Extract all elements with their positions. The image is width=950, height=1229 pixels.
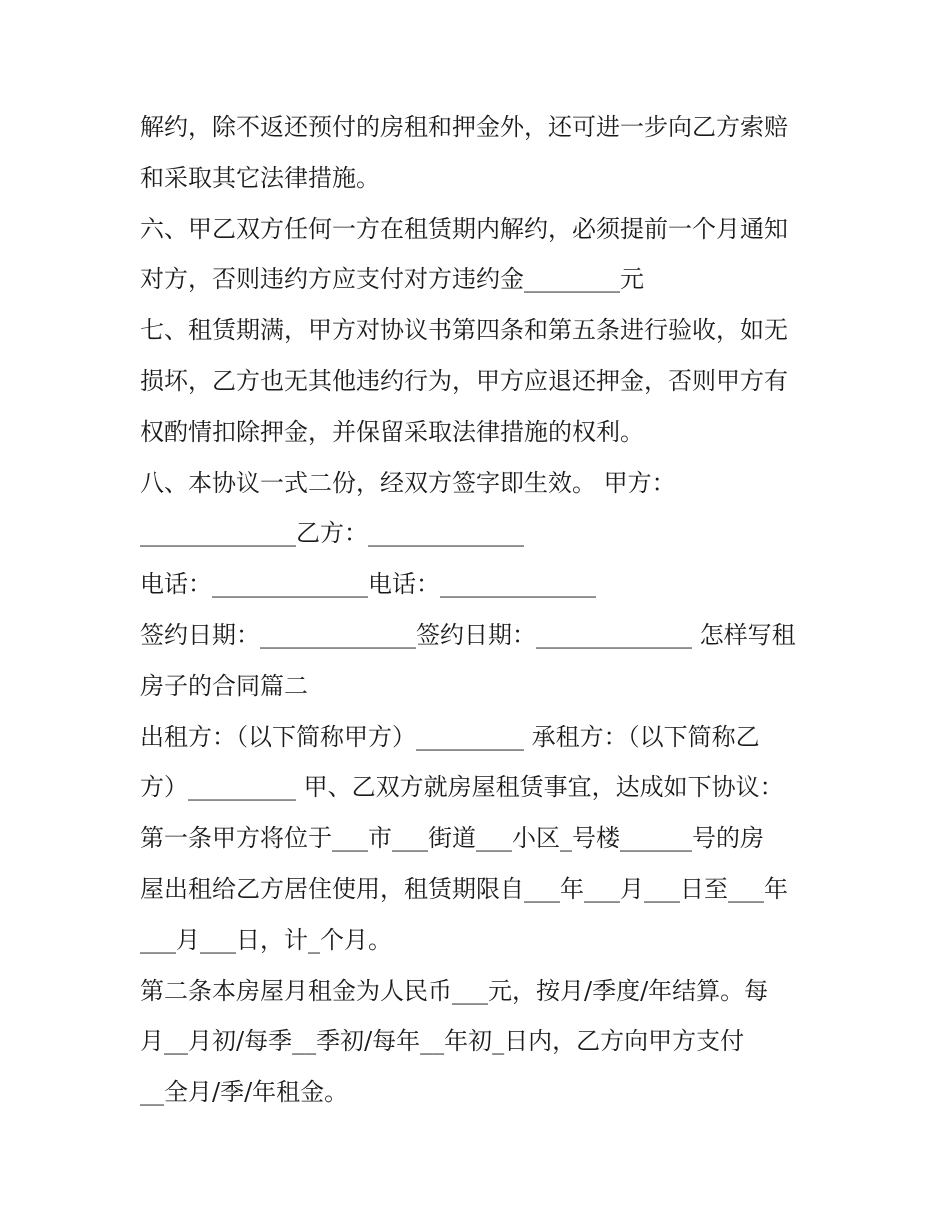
- text-line: 屋出租给乙方居住使用，租赁期限自___年___月___日至___年: [140, 874, 788, 903]
- clause-6-line: 六、甲乙双方任何一方在租赁期内解约，必须提前一个月通知: [140, 214, 788, 243]
- text-line: 解约，除不返还预付的房租和押金外，还可进一步向乙方索赔: [140, 113, 788, 141]
- phone-line: 电话：_____________电话：_____________: [140, 570, 596, 599]
- text-line: 对方，否则违约方应支付对方违约金________元: [140, 265, 644, 294]
- text-line: ___月___日，计_个月。: [140, 925, 392, 954]
- sign-date-line: 签约日期：_____________签约日期：_____________ 怎样写租: [140, 620, 796, 649]
- text-line: 损坏，乙方也无其他违约行为，甲方应退还押金，否则甲方有: [140, 366, 788, 395]
- article-2-line: 第二条本房屋月租金为人民币___元，按月/季度/年结算。每: [140, 976, 769, 1005]
- section-heading-line: 房子的合同篇二: [140, 671, 308, 700]
- clause-8-line: 八、本协议一式二份，经双方签字即生效。 甲方：: [140, 468, 676, 497]
- text-line: 和采取其它法律措施。: [140, 163, 380, 192]
- signature-line: _____________乙方：_____________: [140, 519, 524, 548]
- text-line: 月__月初/每季__季初/每年__年初_日内，乙方向甲方支付: [140, 1027, 745, 1056]
- text-line: __全月/季/年租金。: [140, 1078, 349, 1107]
- article-1-line: 第一条甲方将位于___市___街道___小区_号楼______号的房: [140, 824, 764, 853]
- parties-line: 出租方：（以下简称甲方）_________ 承租方：（以下简称乙: [140, 722, 760, 751]
- text-line: 方）_________ 甲、乙双方就房屋租赁事宜，达成如下协议：: [140, 773, 784, 802]
- text-line: 权酌情扣除押金，并保留采取法律措施的权利。: [140, 417, 644, 446]
- document-body: [140, 102, 820, 1118]
- clause-7-line: 七、租赁期满，甲方对协议书第四条和第五条进行验收，如无: [140, 316, 788, 345]
